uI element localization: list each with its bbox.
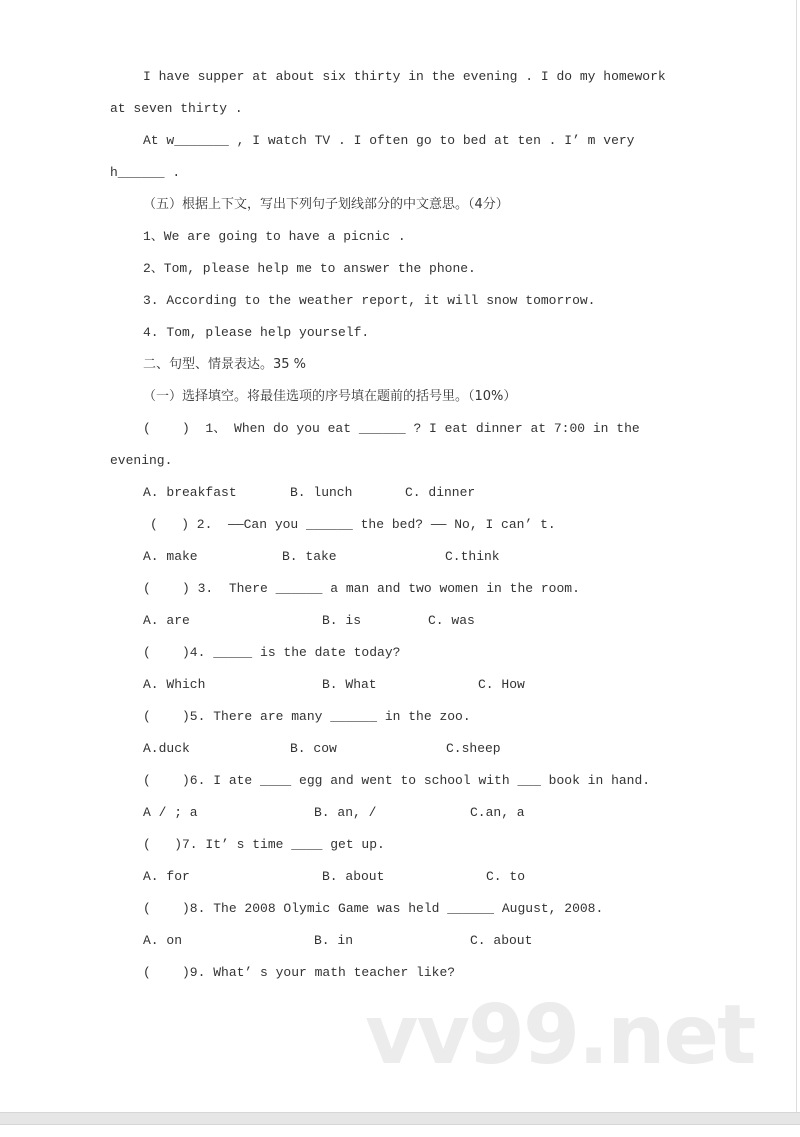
option-c: C.an, a [470, 805, 525, 820]
question-1-continued: evening. [110, 453, 173, 468]
translation-item: 1、We are going to have a picnic . [143, 229, 406, 244]
translation-item: 2、Tom, please help me to answer the phone. [143, 261, 476, 276]
option-c: C. How [478, 677, 525, 692]
option-c: C. to [486, 869, 526, 884]
option-b: B. What [322, 677, 377, 692]
passage-line: h______ . [110, 165, 181, 180]
question-1: ( ) 1、 When do you eat ______ ? I eat dinner at 7:00 in the [143, 421, 640, 436]
passage-line: At w_______ , I watch TV . I often go to bed at ten . I’ m very [143, 133, 635, 148]
option-c: C.think [445, 549, 500, 564]
option-a: A. for [143, 869, 190, 884]
option-a: A. Which [143, 677, 206, 692]
option-b: B. take [282, 549, 337, 564]
passage-line: I have supper at about six thirty in the evening . I do my homework [143, 69, 666, 84]
option-b: B. about [322, 869, 385, 884]
option-a: A. are [143, 613, 190, 628]
question-5: ( )5. There are many ______ in the zoo. [143, 709, 471, 724]
option-b: B. lunch [290, 485, 353, 500]
section-heading: （五）根据上下文，写出下列句子划线部分的中文意思。（4分） [143, 197, 509, 212]
option-a: A. make [143, 549, 198, 564]
translation-item: 4. Tom, please help yourself. [143, 325, 370, 340]
subsection-heading: （一）选择填空。将最佳选项的序号填在题前的括号里。（10%） [143, 389, 517, 404]
option-c: C. about [470, 933, 533, 948]
option-b: B. an, / [314, 805, 377, 820]
question-6: ( )6. I ate ____ egg and went to school with ___ book in hand. [143, 773, 651, 788]
option-a: A. breakfast [143, 485, 237, 500]
page-border [796, 0, 797, 1112]
question-9: ( )9. What’ s your math teacher like? [143, 965, 456, 980]
question-4: ( )4. _____ is the date today? [143, 645, 401, 660]
question-2: ( ) 2. ——Can you ______ the bed? —— No, I can’ t. [150, 517, 556, 532]
option-a: A.duck [143, 741, 190, 756]
option-b: B. cow [290, 741, 337, 756]
part-heading: 二、句型、情景表达。35 % [143, 357, 307, 372]
question-7: ( )7. It’ s time ____ get up. [143, 837, 385, 852]
option-c: C. was [428, 613, 475, 628]
option-a: A. on [143, 933, 183, 948]
option-c: C. dinner [405, 485, 476, 500]
option-a: A / ; a [143, 805, 198, 820]
translation-item: 3. According to the weather report, it will snow tomorrow. [143, 293, 596, 308]
watermark-logo: vv99.net [365, 988, 755, 1083]
question-3: ( ) 3. There ______ a man and two women in the room. [143, 581, 580, 596]
passage-line: at seven thirty . [110, 101, 243, 116]
option-b: B. is [322, 613, 362, 628]
option-c: C.sheep [446, 741, 501, 756]
question-8: ( )8. The 2008 Olymic Game was held ______ August, 2008. [143, 901, 604, 916]
option-b: B. in [314, 933, 354, 948]
page-separator [0, 1112, 800, 1125]
